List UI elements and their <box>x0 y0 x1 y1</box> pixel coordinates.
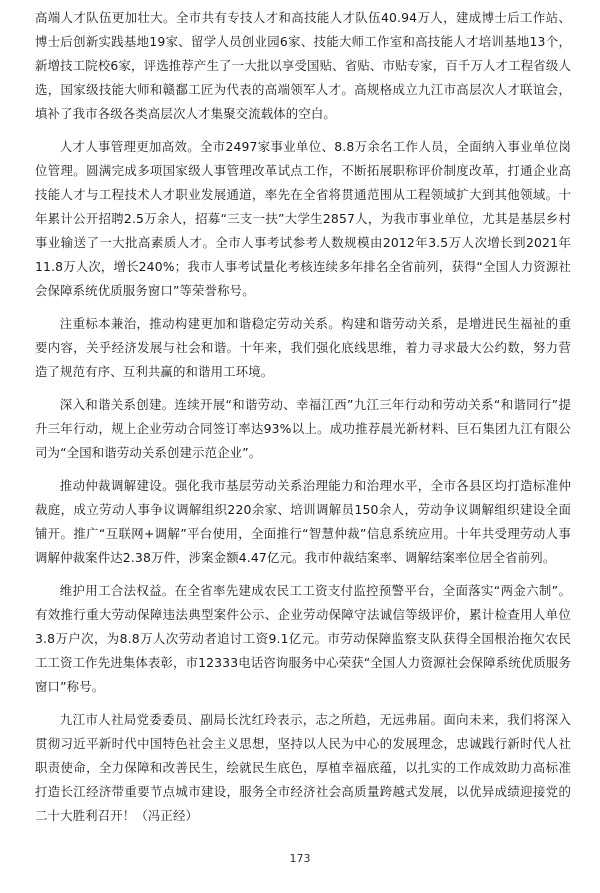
article-body <box>35 6 571 837</box>
paragraph-personnel-management: 人才人事管理更加高效。全市2497家事业单位、8.8万余名工作人员，全面纳入事业单位岗位管理。圆满完成多项国家级人事管理改革试点工作，不断拓展职称评价制度改革，打通企业高技能人才与工程技术人才职业发展通道，率先在全省将贯通范围从工程领域扩大到其他领域。十年累计公开招聘2.5万余人，招募“三支一扶”大学生2857人，为我市事业单位，尤其是基层乡村事业输送了一大批高素质人才。全市人事考试参考人数规模由2012年3.5万人次增长到2021年11.8万人次，增长240%；我市人事考试量化考核连续多年排名全省前列，获得“全国人力资源社会保障系统优质服务窗口”等荣誉称号。 <box>35 139 571 298</box>
paragraph-labor-relations: 注重标本兼治，推动构建更加和谐稳定劳动关系。构建和谐劳动关系，是增进民生福祉的重要内容，关乎经济发展与社会和谐。十年来，我们强化底线思维，着力寻求最大公约数，努力营造了规范有序、互利共赢的和谐用工环境。 <box>35 316 571 379</box>
paragraph-worker-rights: 维护用工合法权益。在全省率先建成农民工工资支付监控预警平台，全面落实“两金六制”。有效推行重大劳动保障违法典型案件公示、企业劳动保障守法诚信等级评价，累计检查用人单位3.8万户次，为8.8万人次劳动者追讨工资9.1亿元。市劳动保障监察支队获得全国根治拖欠农民工工资工作先进集体表彰，市12333电话咨询服务中心荣获“全国人力资源社会保障系统优质服务窗口”称号。 <box>35 583 571 694</box>
page-number: 173 <box>289 852 311 865</box>
paragraph-high-end-talent: 高端人才队伍更加壮大。全市共有专技人才和高技能人才队伍40.94万人，建成博士后工作站、博士后创新实践基地19家、留学人员创业园6家、技能大师工作室和高技能人才培训基地13个，新增技工院校6家，评选推荐产生了一大批以享受国贴、省贴、市贴专家，百千万人才工程省级人选，国家级技能大师和赣鄱工匠为代表的高端领军人才。高规格成立九江市高层次人才联谊会，填补了我市各级各类高层次人才集聚交流载体的空白。 <box>35 10 571 121</box>
paragraph-closing-statement: 九江市人社局党委委员、副局长沈红玲表示，志之所趋，无远弗届。面向未来，我们将深入贯彻习近平新时代中国特色社会主义思想，坚持以人民为中心的发展理念，忠诚践行新时代人社职责使命，全力保障和改善民生，绘就民生底色，厚植幸福底蕴，以扎实的工作成效助力高标准打造长江经济带重要节点城市建设，服务全市经济社会高质量跨越式发展，以优异成绩迎接党的二十大胜利召开！（冯正经） <box>35 712 571 823</box>
paragraph-harmonious-relations: 深入和谐关系创建。连续开展“和谐劳动、幸福江西”九江三年行动和劳动关系“和谐同行”提升三年行动，规上企业劳动合同签订率达93%以上。成功推荐晨光新材料、巨石集团九江有限公司为“全国和谐劳动关系创建示范企业”。 <box>35 397 571 460</box>
paragraph-arbitration-mediation: 推动仲裁调解建设。强化我市基层劳动关系治理能力和治理水平，全市各县区均打造标准仲裁庭，成立劳动人事争议调解组织220余家、培训调解员150余人，劳动争议调解组织建设全面铺开。推广“互联网+调解”平台使用，全面推行“智慧仲裁”信息系统应用。十年共受理劳动人事调解仲裁案件达2.38万件，涉案金额4.47亿元。我市仲裁结案率、调解结案率位居全省前列。 <box>35 478 571 565</box>
